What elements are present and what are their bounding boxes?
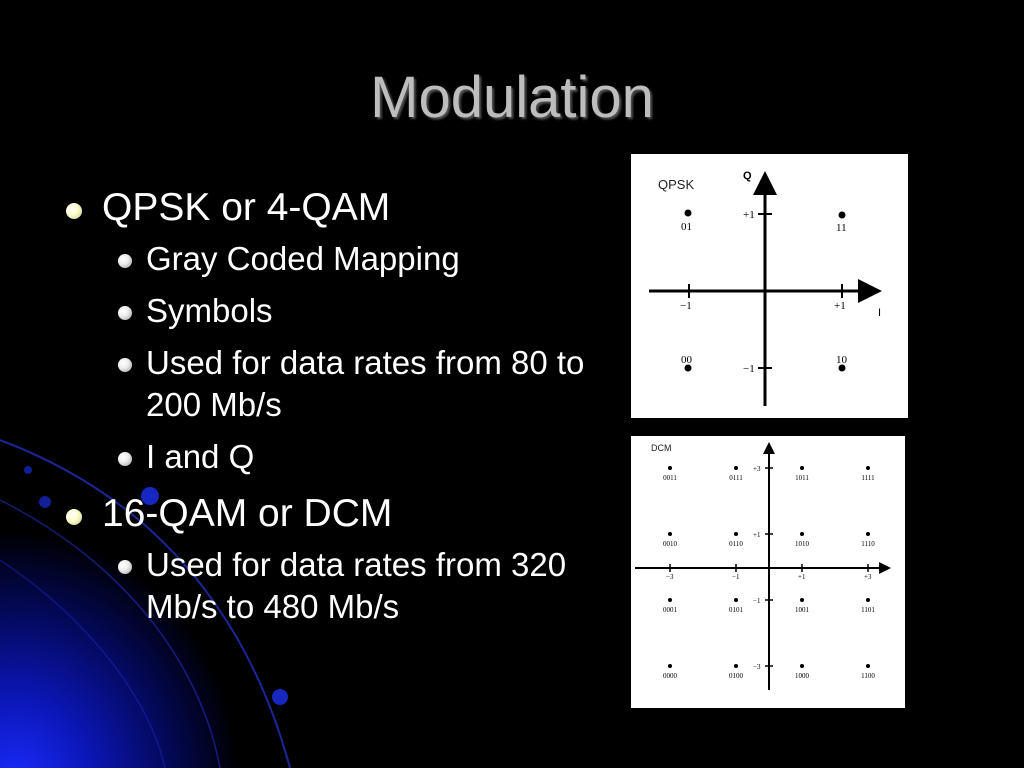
tick-label: +1 — [834, 300, 846, 312]
bullet-text: QPSK or 4-QAM — [102, 186, 391, 229]
symbol-label: 1111 — [861, 474, 875, 482]
qpsk-constellation-diagram — [631, 154, 908, 418]
constellation-point — [866, 532, 870, 536]
slide-title: Modulation — [370, 65, 654, 130]
symbol-label: 11 — [836, 222, 847, 234]
tick-label: +1 — [753, 531, 761, 539]
tick-label: −1 — [732, 573, 740, 581]
constellation-point — [734, 664, 738, 668]
symbol-label: 1011 — [795, 474, 809, 482]
tick-label: −1 — [680, 300, 692, 312]
tick-label: −1 — [753, 597, 761, 605]
constellation-point — [800, 664, 804, 668]
symbol-label: 1010 — [795, 540, 809, 548]
sub-bullet — [62, 290, 602, 332]
tick-label: +1 — [743, 209, 755, 221]
sub-bullet-text: Used for data rates from 320 Mb/s to 480 Mb/s — [146, 546, 567, 625]
tick-label: +3 — [753, 465, 761, 473]
symbol-label: 0111 — [729, 474, 743, 482]
bullet-dot-icon — [118, 560, 132, 574]
constellation-point — [800, 598, 804, 602]
constellation-point — [866, 664, 870, 668]
constellation-point — [668, 664, 672, 668]
bullet-qpsk — [62, 184, 602, 232]
tick-label: +1 — [798, 573, 806, 581]
symbol-label: 01 — [681, 221, 692, 233]
symbol-label: 0000 — [663, 672, 677, 680]
sub-bullet-text: Symbols — [146, 292, 273, 329]
symbol-label: 0011 — [663, 474, 677, 482]
symbol-label: 0001 — [663, 606, 677, 614]
dcm-constellation-diagram — [631, 436, 905, 708]
sub-bullet-text: I and Q — [146, 438, 255, 475]
tick-label: −3 — [666, 573, 674, 581]
constellation-point — [800, 532, 804, 536]
constellation-point — [685, 210, 692, 217]
symbol-label: 1101 — [861, 606, 875, 614]
symbol-label: 00 — [681, 354, 692, 366]
symbol-label: 10 — [836, 354, 847, 366]
tick-label: −1 — [743, 363, 755, 375]
constellation-point — [866, 598, 870, 602]
tick-label: −3 — [753, 663, 761, 671]
bullet-dot-icon — [118, 358, 132, 372]
constellation-point — [668, 598, 672, 602]
symbol-label: 1000 — [795, 672, 809, 680]
symbol-label: 1100 — [861, 672, 875, 680]
bullet-16qam — [62, 490, 602, 538]
constellation-point — [668, 466, 672, 470]
sub-bullet — [62, 436, 602, 478]
constellation-point — [734, 598, 738, 602]
sub-bullet — [62, 342, 602, 426]
q-axis-label: Q — [743, 170, 752, 182]
constellation-point — [734, 466, 738, 470]
symbol-label: 0010 — [663, 540, 677, 548]
i-axis-label: I — [878, 307, 882, 319]
dcm-label: DCM — [651, 443, 672, 453]
sub-bullet — [62, 238, 602, 280]
bullet-dot-icon — [66, 203, 82, 219]
constellation-point — [800, 466, 804, 470]
bullet-dot-icon — [118, 254, 132, 268]
symbol-label: 0100 — [729, 672, 743, 680]
qpsk-label: QPSK — [658, 177, 695, 192]
symbol-label: 1001 — [795, 606, 809, 614]
constellation-point — [866, 466, 870, 470]
sub-bullet-text: Gray Coded Mapping — [146, 240, 460, 277]
bullet-list — [62, 184, 602, 628]
symbol-label: 0101 — [729, 606, 743, 614]
bullet-text: 16-QAM or DCM — [102, 492, 393, 535]
sub-bullet-text: Used for data rates from 80 to 200 Mb/s — [146, 344, 585, 423]
constellation-point — [668, 532, 672, 536]
sub-bullet — [62, 544, 602, 628]
bullet-dot-icon — [118, 452, 132, 466]
symbol-label: 0110 — [729, 540, 743, 548]
constellation-point — [734, 532, 738, 536]
constellation-point — [839, 212, 846, 219]
tick-label: +3 — [864, 573, 872, 581]
bullet-dot-icon — [118, 306, 132, 320]
bullet-dot-icon — [66, 509, 82, 525]
symbol-label: 1110 — [861, 540, 875, 548]
